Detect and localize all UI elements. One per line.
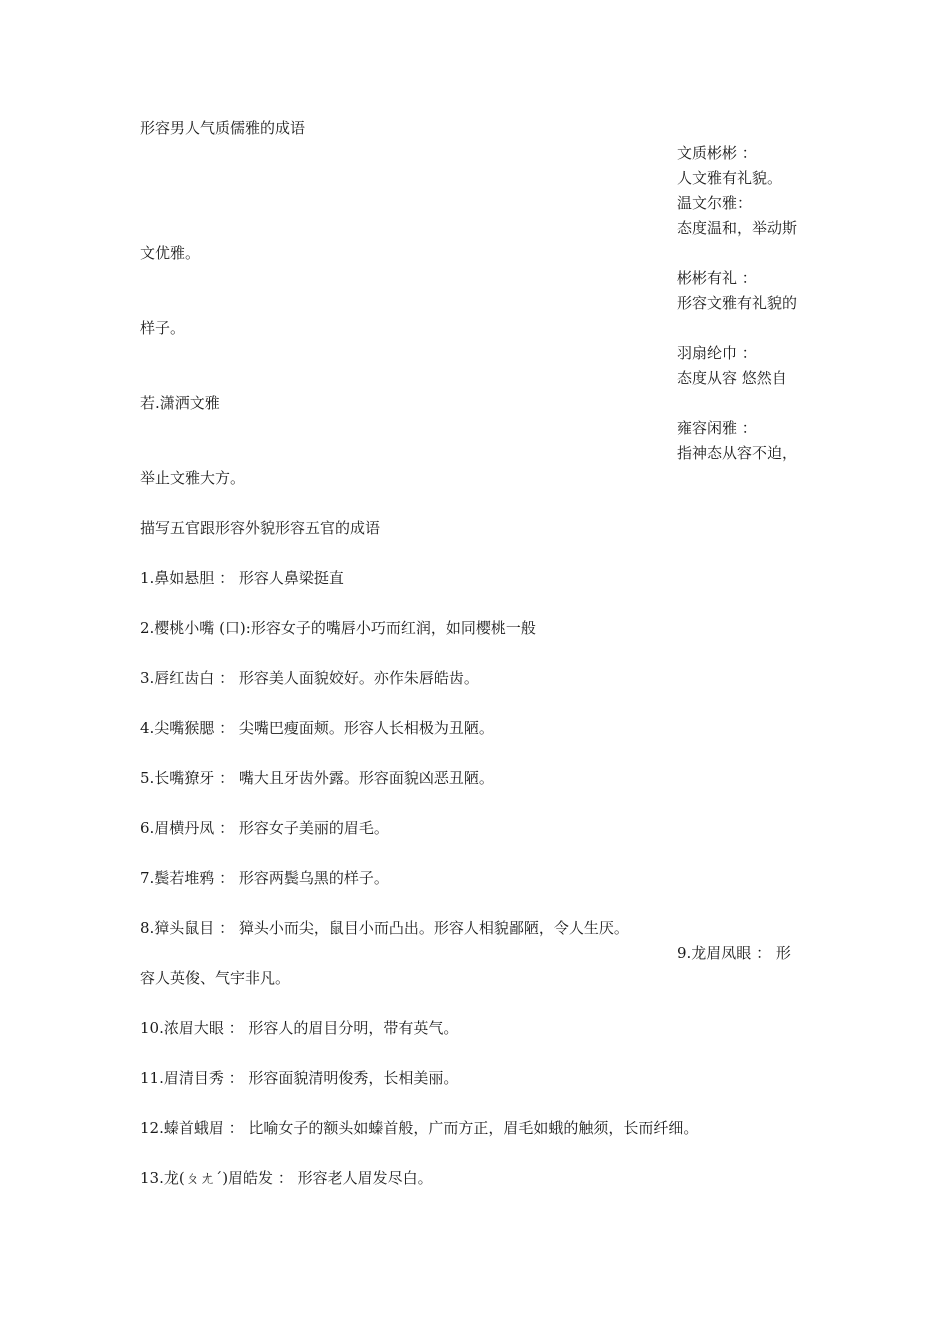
list-item: 9.龙眉凤眼 ： 形 <box>677 944 791 962</box>
idiom-term: 彬彬有礼 ： <box>677 269 757 287</box>
document-title: 形容男人气质儒雅的成语 <box>140 119 306 137</box>
list-item: 5.长嘴獠牙 ： 嘴大且牙齿外露。形容面貌凶恶丑陋。 <box>140 769 494 787</box>
idiom-definition-cont: 样子。 <box>140 319 186 337</box>
idiom-term: 文质彬彬 ： <box>677 144 757 162</box>
idiom-definition-cont: 若.潇洒文雅 <box>140 394 220 412</box>
idiom-definition: 指神态从容不迫， <box>677 444 798 462</box>
list-item-cont: 容人英俊、气宇非凡。 <box>140 969 291 987</box>
idiom-definition-cont: 文优雅。 <box>140 244 201 262</box>
list-item: 3.唇红齿白 ： 形容美人面貌姣好。亦作朱唇皓齿。 <box>140 669 479 687</box>
list-item: 12.螓首蛾眉 ： 比喻女子的额头如螓首般，广而方正，眉毛如蛾的触须，长而纤细。 <box>140 1119 699 1137</box>
idiom-term: 温文尔雅： <box>677 194 753 212</box>
idiom-term: 羽扇纶巾 ： <box>677 344 757 362</box>
idiom-definition: 形容文雅有礼貌的 <box>677 294 798 312</box>
idiom-definition: 态度温和，举动斯 <box>677 219 798 237</box>
list-item: 2.樱桃小嘴 (口):形容女子的嘴唇小巧而红润，如同樱桃一般 <box>140 619 536 637</box>
list-item: 13.龙(ㄆㄤˊ)眉皓发 ： 形容老人眉发尽白。 <box>140 1169 433 1187</box>
list-item: 4.尖嘴猴腮 ： 尖嘴巴瘦面颊。形容人长相极为丑陋。 <box>140 719 494 737</box>
list-item: 11.眉清目秀 ： 形容面貌清明俊秀，长相美丽。 <box>140 1069 459 1087</box>
section-heading: 描写五官跟形容外貌形容五官的成语 <box>140 519 381 537</box>
idiom-definition-cont: 举止文雅大方。 <box>140 469 246 487</box>
list-item: 1.鼻如悬胆 ： 形容人鼻梁挺直 <box>140 569 344 587</box>
idiom-definition: 态度从容 悠然自 <box>677 369 787 387</box>
list-item: 7.鬓若堆鸦 ： 形容两鬓乌黑的样子。 <box>140 869 389 887</box>
list-item: 6.眉横丹凤 ： 形容女子美丽的眉毛。 <box>140 819 389 837</box>
idiom-term: 雍容闲雅 ： <box>677 419 757 437</box>
idiom-definition: 人文雅有礼貌。 <box>677 169 783 187</box>
list-item: 10.浓眉大眼 ： 形容人的眉目分明，带有英气。 <box>140 1019 459 1037</box>
list-item: 8.獐头鼠目 ： 獐头小而尖，鼠目小而凸出。形容人相貌鄙陋，令人生厌。 <box>140 919 629 937</box>
